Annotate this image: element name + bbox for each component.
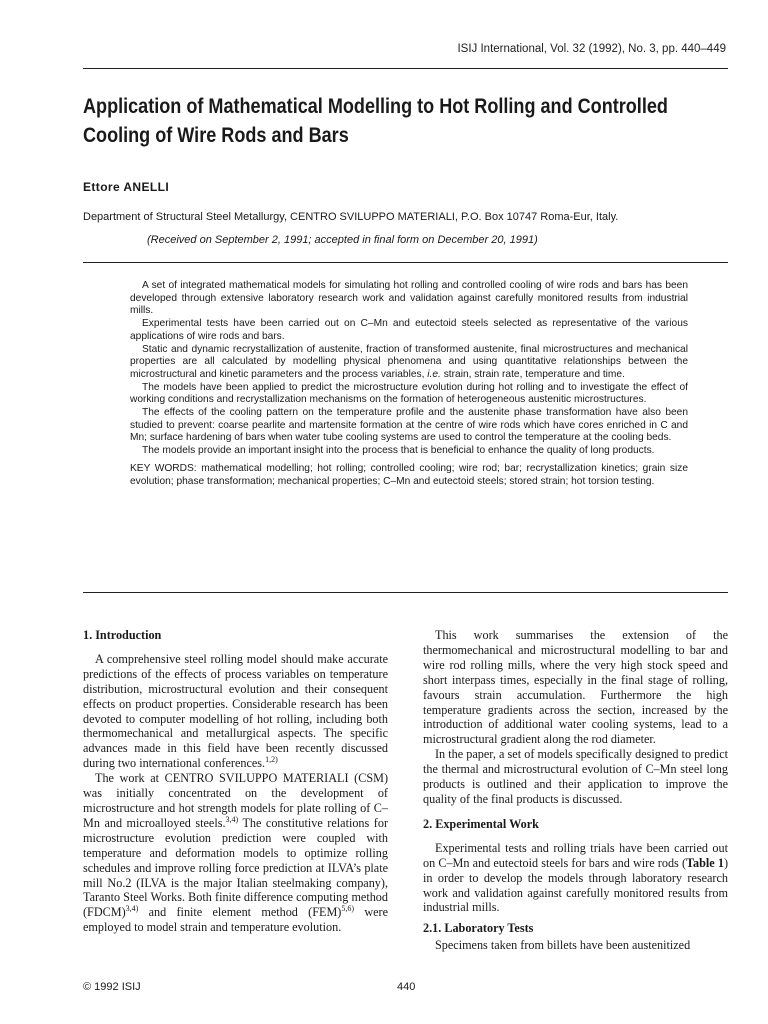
- abstract-paragraph: [130, 344, 688, 382]
- body-paragraph: [83, 652, 388, 771]
- abstract-paragraph: The models provide an important insight into the process that is beneficial to enhance the quality of long products.: [142, 445, 655, 457]
- paper-title: Application of Mathematical Modelling to Hot Rolling and Controlled Cooling of Wire Rods and Bars: [83, 95, 668, 147]
- journal-reference: ISIJ International, Vol. 32 (1992), No. 3, pp. 440–449: [457, 43, 726, 55]
- copyright-notice: © 1992 ISIJ: [83, 981, 141, 993]
- body-paragraph: Specimens taken from billets have been austenitized: [435, 938, 691, 953]
- reference-marker: 3,4): [125, 904, 139, 914]
- author-name: Ettore ANELLI: [83, 180, 170, 194]
- abstract-paragraph: The models have been applied to predict the microstructure evolution during hot rolling and to investigate the effect of working conditions and recrystallization mechanisms on the formation of heterogeneous austenitic microstructures.: [130, 381, 688, 406]
- section-heading-experimental-work: 2. Experimental Work: [423, 816, 539, 831]
- abstract-paragraph: The effects of the cooling pattern on the temperature profile and the austenite phase transformation have also been studied to prevent: coarse pearlite and martensite formation at the centre of wire rods which have cores enriched in C and Mn; surface hardening of bars when water tube cooling systems are used to control the temperature at the cooling beds.: [130, 407, 688, 444]
- body-text: Experimental tests and rolling trials have been carried out on C–Mn and eutectoid steels for bars and wire rods (: [423, 840, 728, 870]
- body-text: were employed to model strain and temperature evolution.: [83, 905, 389, 935]
- abstract-paragraph: A set of integrated mathematical models for simulating hot rolling and controlled cooling of wire rods and bars has been developed through extensive laboratory research work and validation against carefully monitored results from industrial mills.: [130, 280, 688, 317]
- abstract-text: strain, strain rate, temperature and time.: [440, 368, 625, 380]
- abstract-paragraph: Experimental tests have been carried out on C–Mn and eutectoid steels selected as representative of the various applications of wire rods and bars.: [130, 318, 688, 342]
- received-dates: [147, 234, 538, 246]
- body-paragraph: [83, 771, 388, 935]
- body-text: and finite element method (FEM): [138, 905, 342, 920]
- body-paragraph: In the paper, a set of models specifically designed to predict the thermal and microstructural evolution of C–Mn steel long products is outlined and their application to improve the quality of the final products is discussed.: [423, 747, 728, 806]
- author-affiliation: Department of Structural Steel Metallurgy, CENTRO SVILUPPO MATERIALI, P.O. Box 10747 Roma-Eur, Italy.: [83, 211, 619, 223]
- abstract-text: Static and dynamic recrystallization of austenite, fraction of transformed austenite, final microstructures and mechanical properties are all calculated by modelling physical phenomena and using quantitative relationships between the microstructural and kinetic parameters and the process variables,: [130, 343, 688, 380]
- body-text: ) in order to develop the models through laboratory research work and validation against carefully monitored results from industrial mills.: [423, 855, 728, 915]
- body-paragraph: This work summarises the extension of the thermomechanical and microstructural modelling to bar and wire rod rolling mills, where the very high stock speed and short interpass times, especially in the final stage of rolling, favours strain accumulation. Furthermore the high temperature gradients across the section, increased by the introduction of additional water cooling systems, lead to a microstructural gradient along the rod diameter.: [423, 628, 728, 747]
- subsection-heading-laboratory-tests: 2.1. Laboratory Tests: [423, 921, 534, 936]
- page-number: 440: [397, 981, 416, 993]
- table-reference: Table 1: [686, 855, 724, 870]
- abstract-bottom-rule: [83, 592, 728, 593]
- header-rule: [83, 68, 728, 69]
- abstract: [130, 280, 688, 488]
- body-text: The constitutive relations for microstructure evolution prediction were coupled with temperature and deformation models to optimize rolling schedules and improve rolling force prediction at ILVA’s plate mill No.2 (ILVA is the major Italian steelmaking company), Taranto Steel Works. Both finite difference computing method (FDCM): [83, 815, 388, 920]
- reference-marker: 1,2): [265, 755, 278, 765]
- reference-marker: 5,6): [341, 904, 355, 914]
- body-text: A comprehensive steel rolling model should make accurate predictions of the effects of process variables on temperature distribution, microstructural evolution and their consequent effects on product properties. Considerable research has been devoted to computer modelling of hot rolling, including both thermomechanical and metallurgical aspects. The specific advances made in this field have been recently discussed during two international conferences.: [83, 651, 388, 771]
- received-text: (Received on September 2, 1991; accepted in final form on December 20, 1991): [147, 234, 538, 246]
- body-paragraph: [423, 841, 728, 916]
- reference-marker: 3,4): [225, 814, 239, 824]
- left-column: [83, 628, 388, 935]
- keywords: KEY WORDS: mathematical modelling; hot rolling; controlled cooling; wire rod; bar; recrystallization kinetics; grain size evolution; phase transformation; mechanical properties; C–Mn and eutectoid steels; stored strain; hot torsion testing.: [130, 462, 688, 487]
- abstract-italic-ie: i.e.: [427, 368, 441, 380]
- section-heading-introduction: 1. Introduction: [83, 628, 162, 642]
- body-text: The work at CENTRO SVILUPPO MATERIALI (CSM) was initially concentrated on the development of microstructure and hot strength models for plate rolling of C–Mn and microalloyed steels.: [83, 771, 388, 830]
- abstract-top-rule: [83, 262, 728, 263]
- right-column: [423, 628, 728, 953]
